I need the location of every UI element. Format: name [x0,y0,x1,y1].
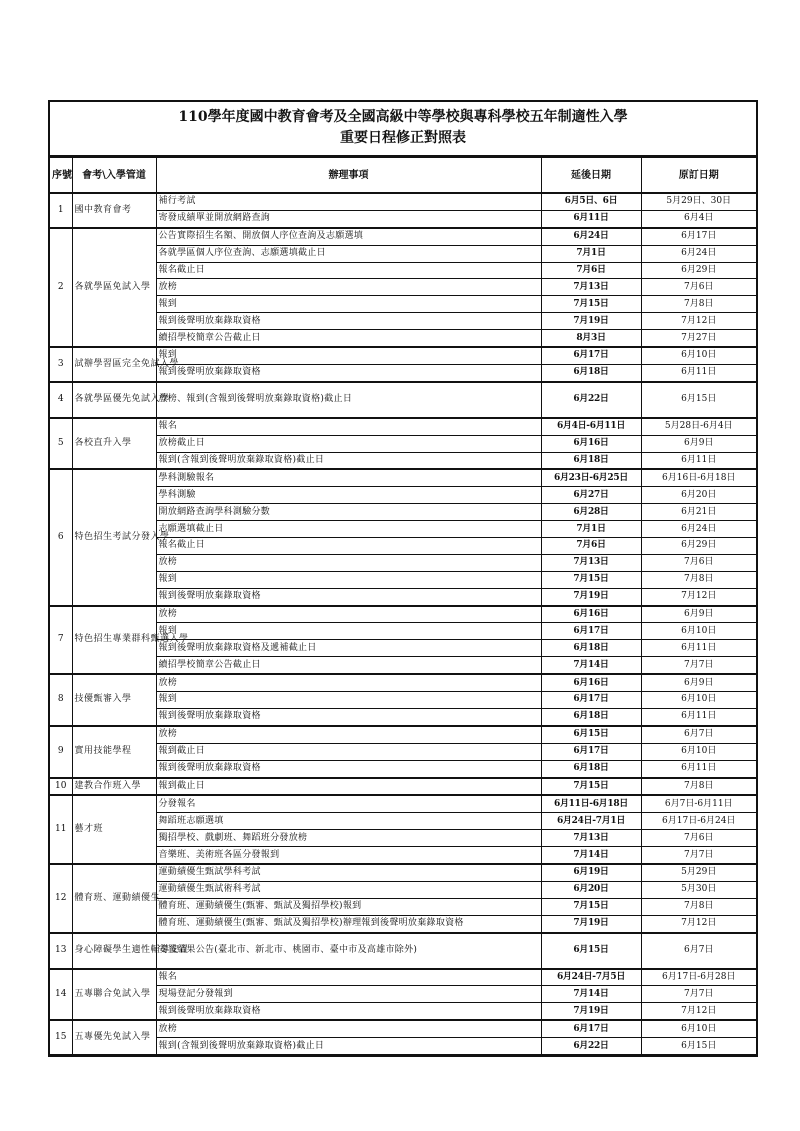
postponed-date: 7月13日 [541,279,641,296]
group-number: 7 [50,606,72,675]
postponed-date: 6月19日 [541,864,641,881]
table-row [50,296,756,313]
original-date: 7月6日 [641,279,756,296]
group-number: 14 [50,969,72,1021]
original-date: 7月7日 [641,847,756,864]
task-item: 放榜截止日 [156,435,541,452]
original-date: 6月10日 [641,692,756,709]
postponed-date: 6月11日-6月18日 [541,795,641,812]
postponed-date: 6月15日 [541,726,641,743]
original-date: 6月17日 [641,228,756,245]
task-item: 報名 [156,969,541,986]
task-item: 安置結果公告(臺北市、新北市、桃園市、臺中市及高雄市除外) [156,933,541,969]
title-line-2: 重要日程修正對照表 [340,130,466,146]
task-item: 放榜 [156,554,541,571]
postponed-date: 7月1日 [541,521,641,538]
table-row [50,418,756,435]
table-row [50,504,756,521]
table-row [50,435,756,452]
task-item: 志願選填截止日 [156,521,541,538]
original-date: 7月12日 [641,588,756,605]
table-row [50,657,756,674]
postponed-date: 6月22日 [541,1038,641,1055]
admission-channel: 試辦學習區完全免試入學 [72,347,156,382]
table-row [50,193,756,210]
original-date: 6月11日 [641,708,756,725]
admission-channel: 建教合作班入學 [72,778,156,796]
task-item: 報名 [156,418,541,435]
admission-channel: 實用技能學程 [72,726,156,778]
postponed-date: 6月28日 [541,504,641,521]
postponed-date: 6月4日-6月11日 [541,418,641,435]
header-no: 序號 [50,158,72,194]
table-row [50,674,756,691]
original-date: 5月28日-6月4日 [641,418,756,435]
admission-channel: 各校直升入學 [72,418,156,470]
postponed-date: 7月19日 [541,588,641,605]
task-item: 報到截止日 [156,743,541,760]
header-item: 辦理事項 [156,158,541,194]
task-item: 放榜 [156,726,541,743]
original-date: 7月8日 [641,898,756,915]
group-number: 3 [50,347,72,382]
table-row [50,469,756,486]
postponed-date: 7月15日 [541,898,641,915]
postponed-date: 8月3日 [541,330,641,347]
task-item: 體育班、運動績優生(甄審、甄試及獨招學校)辦理報到後聲明放棄錄取資格 [156,915,541,932]
original-date: 7月12日 [641,915,756,932]
table-row [50,778,756,796]
postponed-date: 6月5日、6日 [541,193,641,210]
postponed-date: 6月18日 [541,452,641,469]
admission-channel: 五專優先免試入學 [72,1020,156,1054]
title-line-1: 110學年度國中教育會考及全國高級中等學校與專科學校五年制適性入學 [178,109,628,125]
table-row [50,330,756,347]
postponed-date: 6月16日 [541,435,641,452]
table-row [50,313,756,330]
original-date: 6月7日 [641,726,756,743]
admission-channel: 特色招生專業群科甄選入學 [72,606,156,675]
table-row [50,969,756,986]
original-date: 6月24日 [641,245,756,262]
original-date: 6月10日 [641,743,756,760]
task-item: 報到後聲明放棄錄取資格 [156,364,541,381]
original-date: 6月29日 [641,262,756,279]
original-date: 6月15日 [641,382,756,418]
postponed-date: 6月22日 [541,382,641,418]
task-item: 分發報名 [156,795,541,812]
postponed-date: 6月17日 [541,1020,641,1037]
table-row [50,245,756,262]
original-date: 6月9日 [641,435,756,452]
postponed-date: 7月15日 [541,778,641,796]
group-number: 13 [50,933,72,969]
admission-channel: 特色招生考試分發入學 [72,469,156,605]
postponed-date: 6月18日 [541,640,641,657]
postponed-date: 7月14日 [541,847,641,864]
group-number: 1 [50,193,72,228]
admission-channel: 各就學區優先免試入學 [72,382,156,418]
group-number: 9 [50,726,72,778]
table-row [50,228,756,245]
task-item: 報到(含報到後聲明放棄錄取資格)截止日 [156,452,541,469]
admission-channel: 體育班、運動績優生 [72,864,156,933]
original-date: 6月24日 [641,521,756,538]
original-date: 6月7日 [641,933,756,969]
task-item: 報到後聲明放棄錄取資格 [156,1003,541,1020]
postponed-date: 6月20日 [541,881,641,898]
postponed-date: 7月6日 [541,538,641,555]
original-date: 7月7日 [641,657,756,674]
admission-channel: 國中教育會考 [72,193,156,228]
task-item: 續招學校簡章公告截止日 [156,657,541,674]
original-date: 6月4日 [641,210,756,227]
postponed-date: 7月19日 [541,1003,641,1020]
task-item: 報到 [156,623,541,640]
group-number: 11 [50,795,72,864]
postponed-date: 6月23日-6月25日 [541,469,641,486]
table-row [50,933,756,969]
task-item: 放榜 [156,279,541,296]
original-date: 6月21日 [641,504,756,521]
task-item: 報名截止日 [156,538,541,555]
original-date: 7月12日 [641,1003,756,1020]
postponed-date: 6月17日 [541,743,641,760]
postponed-date: 7月6日 [541,262,641,279]
table-row [50,588,756,605]
original-date: 7月8日 [641,296,756,313]
task-item: 各就學區個人序位查詢、志願選填截止日 [156,245,541,262]
table-row [50,1003,756,1020]
original-date: 5月29日、30日 [641,193,756,210]
table-row [50,279,756,296]
original-date: 7月8日 [641,571,756,588]
task-item: 音樂班、美術班各區分發報到 [156,847,541,864]
task-item: 報到後聲明放棄錄取資格 [156,708,541,725]
original-date: 6月9日 [641,674,756,691]
header-orig-date: 原訂日期 [641,158,756,194]
original-date: 6月11日 [641,760,756,777]
task-item: 報到 [156,347,541,364]
postponed-date: 6月18日 [541,760,641,777]
postponed-date: 6月18日 [541,708,641,725]
header-channel: 會考\入學管道 [72,158,156,194]
table-row [50,708,756,725]
group-number: 8 [50,674,72,726]
table-row [50,382,756,418]
table-row [50,692,756,709]
original-date: 6月16日-6月18日 [641,469,756,486]
table-row [50,830,756,847]
task-item: 報到(含報到後聲明放棄錄取資格)截止日 [156,1038,541,1055]
original-date: 6月7日-6月11日 [641,795,756,812]
task-item: 放榜、報到(含報到後聲明放棄錄取資格)截止日 [156,382,541,418]
postponed-date: 7月15日 [541,571,641,588]
postponed-date: 7月13日 [541,554,641,571]
postponed-date: 7月19日 [541,313,641,330]
postponed-date: 7月19日 [541,915,641,932]
admission-channel: 技優甄審入學 [72,674,156,726]
table-row [50,743,756,760]
task-item: 報名截止日 [156,262,541,279]
original-date: 6月10日 [641,623,756,640]
table-row [50,847,756,864]
postponed-date: 7月15日 [541,296,641,313]
original-date: 7月6日 [641,830,756,847]
postponed-date: 6月16日 [541,674,641,691]
postponed-date: 7月14日 [541,657,641,674]
postponed-date: 6月24日-7月5日 [541,969,641,986]
table-row [50,795,756,812]
table-row [50,452,756,469]
original-date: 5月29日 [641,864,756,881]
original-date: 6月15日 [641,1038,756,1055]
header-new-date: 延後日期 [541,158,641,194]
original-date: 6月17日-6月24日 [641,813,756,830]
table-row [50,606,756,623]
document-title [50,102,756,157]
task-item: 運動績優生甄試學科考試 [156,864,541,881]
task-item: 放榜 [156,674,541,691]
task-item: 運動績優生甄試術科考試 [156,881,541,898]
task-item: 放榜 [156,606,541,623]
task-item: 學科測驗 [156,487,541,504]
task-item: 放榜 [156,1020,541,1037]
postponed-date: 7月13日 [541,830,641,847]
original-date: 7月12日 [641,313,756,330]
task-item: 報到截止日 [156,778,541,796]
schedule-table [50,157,756,1055]
task-item: 學科測驗報名 [156,469,541,486]
table-row [50,210,756,227]
group-number: 6 [50,469,72,605]
task-item: 報到 [156,692,541,709]
postponed-date: 6月11日 [541,210,641,227]
group-number: 12 [50,864,72,933]
table-row [50,760,756,777]
task-item: 寄發成績單並開放網路查詢 [156,210,541,227]
task-item: 報到後聲明放棄錄取資格 [156,313,541,330]
group-number: 4 [50,382,72,418]
task-item: 報到後聲明放棄錄取資格 [156,760,541,777]
postponed-date: 6月24日 [541,228,641,245]
original-date: 6月11日 [641,364,756,381]
header-row [50,158,756,194]
task-item: 續招學校簡章公告截止日 [156,330,541,347]
original-date: 6月29日 [641,538,756,555]
group-number: 10 [50,778,72,796]
admission-channel: 身心障礙學生適性輔導安置 [72,933,156,969]
postponed-date: 6月17日 [541,623,641,640]
task-item: 補行考試 [156,193,541,210]
postponed-date: 6月16日 [541,606,641,623]
task-item: 報到 [156,296,541,313]
postponed-date: 6月18日 [541,364,641,381]
group-number: 2 [50,228,72,347]
task-item: 現場登記分發報到 [156,986,541,1003]
postponed-date: 6月17日 [541,692,641,709]
postponed-date: 7月1日 [541,245,641,262]
original-date: 6月10日 [641,1020,756,1037]
original-date: 6月11日 [641,452,756,469]
admission-channel: 五專聯合免試入學 [72,969,156,1021]
task-item: 報到後聲明放棄錄取資格 [156,588,541,605]
table-row [50,487,756,504]
original-date: 6月11日 [641,640,756,657]
original-date: 6月17日-6月28日 [641,969,756,986]
table-row [50,726,756,743]
original-date: 6月9日 [641,606,756,623]
postponed-date: 6月27日 [541,487,641,504]
task-item: 舞蹈班志願選填 [156,813,541,830]
task-item: 體育班、運動績優生(甄審、甄試及獨招學校)報到 [156,898,541,915]
task-item: 報到後聲明放棄錄取資格及遞補截止日 [156,640,541,657]
schedule-body [50,193,756,1054]
table-row [50,813,756,830]
postponed-date: 6月17日 [541,347,641,364]
table-row [50,571,756,588]
admission-channel: 各就學區免試入學 [72,228,156,347]
original-date: 6月10日 [641,347,756,364]
table-row [50,915,756,932]
table-row [50,347,756,364]
table-row [50,1038,756,1055]
table-row [50,262,756,279]
original-date: 7月6日 [641,554,756,571]
task-item: 開放網路查詢學科測驗分數 [156,504,541,521]
table-row [50,864,756,881]
task-item: 報到 [156,571,541,588]
original-date: 7月8日 [641,778,756,796]
original-date: 7月27日 [641,330,756,347]
postponed-date: 7月14日 [541,986,641,1003]
postponed-date: 6月15日 [541,933,641,969]
group-number: 15 [50,1020,72,1054]
original-date: 7月7日 [641,986,756,1003]
table-row [50,986,756,1003]
table-row [50,554,756,571]
schedule-document [48,100,758,1057]
table-row [50,1020,756,1037]
task-item: 獨招學校、戲劇班、舞蹈班分發放榜 [156,830,541,847]
group-number: 5 [50,418,72,470]
original-date: 6月20日 [641,487,756,504]
task-item: 公告實際招生名額、開放個人序位查詢及志願選填 [156,228,541,245]
postponed-date: 6月24日-7月1日 [541,813,641,830]
admission-channel: 藝才班 [72,795,156,864]
original-date: 5月30日 [641,881,756,898]
